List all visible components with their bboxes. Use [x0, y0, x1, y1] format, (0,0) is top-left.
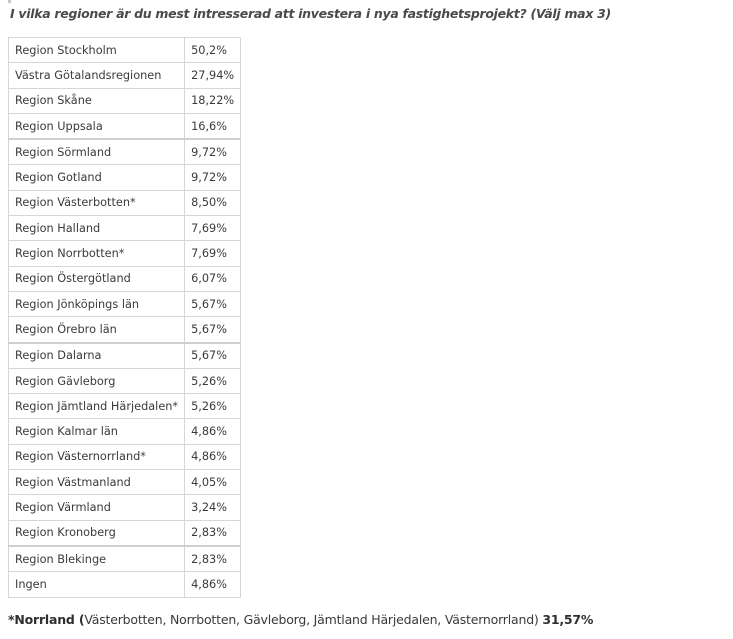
region-name: Region Norrbotten*: [9, 241, 185, 266]
table-row: [9, 190, 241, 215]
footnote: [8, 612, 593, 627]
region-percentage: 2,83%: [185, 546, 241, 572]
table-row: [9, 546, 241, 572]
table-row: [9, 394, 241, 419]
region-name: Region Värmland: [9, 495, 185, 520]
table-row: [9, 38, 241, 63]
table-row: [9, 520, 241, 546]
region-percentage: 4,86%: [185, 572, 241, 597]
region-name: Region Jämtland Härjedalen*: [9, 394, 185, 419]
footnote-text: Västerbotten, Norrbotten, Gävleborg, Jämtland Härjedalen, Västernorrland): [84, 612, 543, 627]
table-row: [9, 572, 241, 597]
region-name: Region Jönköpings län: [9, 291, 185, 316]
table-row: [9, 343, 241, 369]
table-row: [9, 317, 241, 343]
region-name: Västra Götalandsregionen: [9, 63, 185, 88]
region-name: Ingen: [9, 572, 185, 597]
table-row: [9, 113, 241, 139]
table-row: [9, 63, 241, 88]
table-row: [9, 495, 241, 520]
region-name: Region Skåne: [9, 88, 185, 113]
region-name: Region Halland: [9, 216, 185, 241]
region-name: Region Dalarna: [9, 343, 185, 369]
region-percentage: 7,69%: [185, 216, 241, 241]
region-name: Region Blekinge: [9, 546, 185, 572]
region-percentage: 18,22%: [185, 88, 241, 113]
region-percentage: 5,67%: [185, 291, 241, 316]
region-percentage: 5,26%: [185, 394, 241, 419]
region-name: Region Östergötland: [9, 266, 185, 291]
footnote-total: 31,57%: [542, 612, 594, 627]
region-percentage: 16,6%: [185, 113, 241, 139]
region-percentage: 4,86%: [185, 419, 241, 444]
table-row: [9, 291, 241, 316]
region-percentage: 7,69%: [185, 241, 241, 266]
table-row: [9, 444, 241, 469]
region-name: Region Kalmar län: [9, 419, 185, 444]
table-row: [9, 165, 241, 190]
page-title: I vilka regioner är du mest intresserad att investera i nya fastighetsprojekt? (Välj max 3): [10, 6, 611, 21]
region-percentage: 2,83%: [185, 520, 241, 546]
region-percentage: 8,50%: [185, 190, 241, 215]
region-name: Region Västernorrland*: [9, 444, 185, 469]
region-percentage: 9,72%: [185, 165, 241, 190]
table-row: [9, 241, 241, 266]
region-name: Region Gävleborg: [9, 368, 185, 393]
table-row: [9, 139, 241, 165]
region-percentage: 5,67%: [185, 317, 241, 343]
region-percentage: 9,72%: [185, 139, 241, 165]
region-name: Region Västerbotten*: [9, 190, 185, 215]
region-name: Region Örebro län: [9, 317, 185, 343]
table-row: [9, 266, 241, 291]
table-row: [9, 419, 241, 444]
region-percentage: 5,67%: [185, 343, 241, 369]
region-table: [8, 37, 241, 598]
table-row: [9, 470, 241, 495]
region-percentage: 4,05%: [185, 470, 241, 495]
footnote-paren: (: [74, 612, 85, 627]
region-name: Region Uppsala: [9, 113, 185, 139]
region-name: Region Västmanland: [9, 470, 185, 495]
region-percentage: 27,94%: [185, 63, 241, 88]
table-row: [9, 368, 241, 393]
region-name: Region Sörmland: [9, 139, 185, 165]
region-percentage: 4,86%: [185, 444, 241, 469]
table-row: [9, 88, 241, 113]
region-name: Region Gotland: [9, 165, 185, 190]
region-name: Region Kronoberg: [9, 520, 185, 546]
region-percentage: 3,24%: [185, 495, 241, 520]
region-percentage: 5,26%: [185, 368, 241, 393]
region-percentage: 50,2%: [185, 38, 241, 63]
region-percentage: 6,07%: [185, 266, 241, 291]
table-row: [9, 216, 241, 241]
region-name: Region Stockholm: [9, 38, 185, 63]
top-marker: [8, 0, 11, 3]
footnote-label: *Norrland: [8, 612, 75, 627]
